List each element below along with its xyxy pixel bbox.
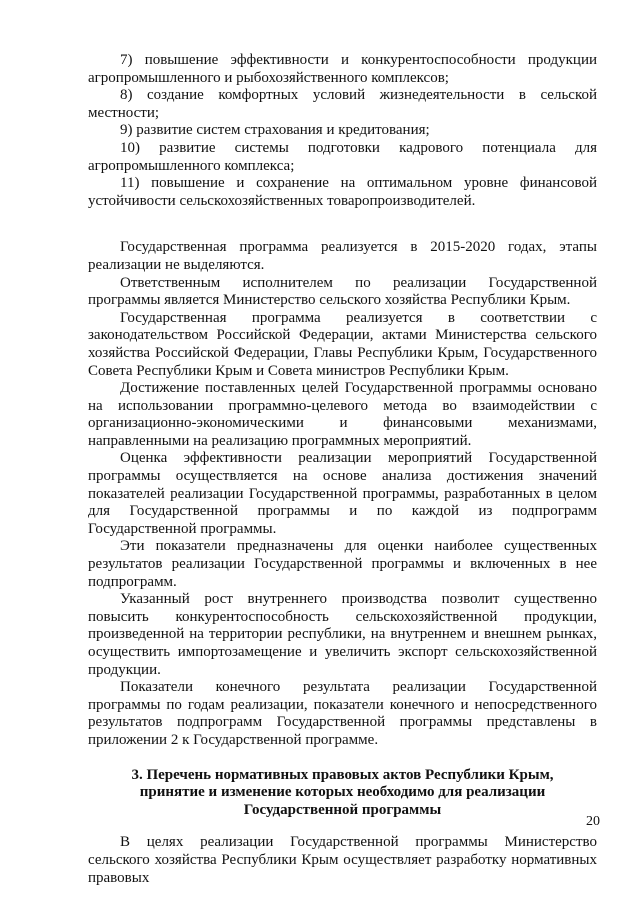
section-heading-line: принятие и изменение которых необходимо для реализации: [139, 784, 546, 801]
section-heading: [88, 767, 597, 820]
paragraph-gap: [88, 210, 597, 239]
list-item: 10) развитие системы подготовки кадрового потенциала для агропромышленного комплекса;: [88, 139, 597, 174]
paragraph: Указанный рост внутреннего производства позволит существенно повысить конкурентоспособность сельскохозяйственной продукции, произведенной на территории республики, на внутреннем и внешнем рынках, осуществить импортозамещение и увеличить экспорт сельскохозяйственной продукции.: [88, 591, 597, 678]
paragraph: Ответственным исполнителем по реализации Государственной программы является Министерство сельского хозяйства Республики Крым.: [88, 274, 597, 309]
paragraph: Государственная программа реализуется в соответствии с законодательством Российской Федерации, актами Министерства сельского хозяйства Российской Федерации, Главы Республики Крым, Государственного Совета Республики Крым и Совета министров Республики Крым.: [88, 309, 597, 379]
section-heading-line: 3. Перечень нормативных правовых актов Республики Крым,: [131, 766, 554, 783]
paragraph: Показатели конечного результата реализации Государственной программы по годам реализации, показатели конечного и непосредственного результатов подпрограмм Государственной программы представлены в приложении 2 к Государственной программе.: [88, 679, 597, 748]
list-item: 11) повышение и сохранение на оптимальном уровне финансовой устойчивости сельскохозяйственных товаропроизводителей.: [88, 175, 597, 209]
document-body: [88, 52, 597, 887]
list-item: 8) создание комфортных условий жизнедеятельности в сельской местности;: [88, 87, 597, 121]
paragraph: Оценка эффективности реализации мероприятий Государственной программы осуществляется на основе анализа достижения значений показателей реализации Государственной программы, разработанных в целом для Государственной программы и по каждой из подпрограмм Государственной программы.: [88, 450, 597, 537]
page-number: 20: [586, 814, 600, 829]
section-heading-line: Государственной программы: [243, 801, 442, 818]
paragraph: Государственная программа реализуется в 2015-2020 годах, этапы реализации не выделяются.: [88, 239, 597, 273]
paragraph: Эти показатели предназначены для оценки наиболее существенных результатов реализации Государственной программы и включенных в нее подпрограмм.: [88, 538, 597, 590]
list-item: 7) повышение эффективности и конкурентоспособности продукции агропромышленного и рыбохозяйственного комплексов;: [88, 52, 597, 86]
paragraph: В целях реализации Государственной программы Министерство сельского хозяйства Республики Крым осуществляет разработку нормативных правовых: [88, 834, 597, 886]
paragraph: Достижение поставленных целей Государственной программы основано на использовании программно-целевого метода во взаимодействии с организационно-экономическими и финансовыми механизмами, направленными на реализацию программных мероприятий.: [88, 380, 597, 449]
list-item: 9) развитие систем страхования и кредитования;: [120, 122, 430, 139]
